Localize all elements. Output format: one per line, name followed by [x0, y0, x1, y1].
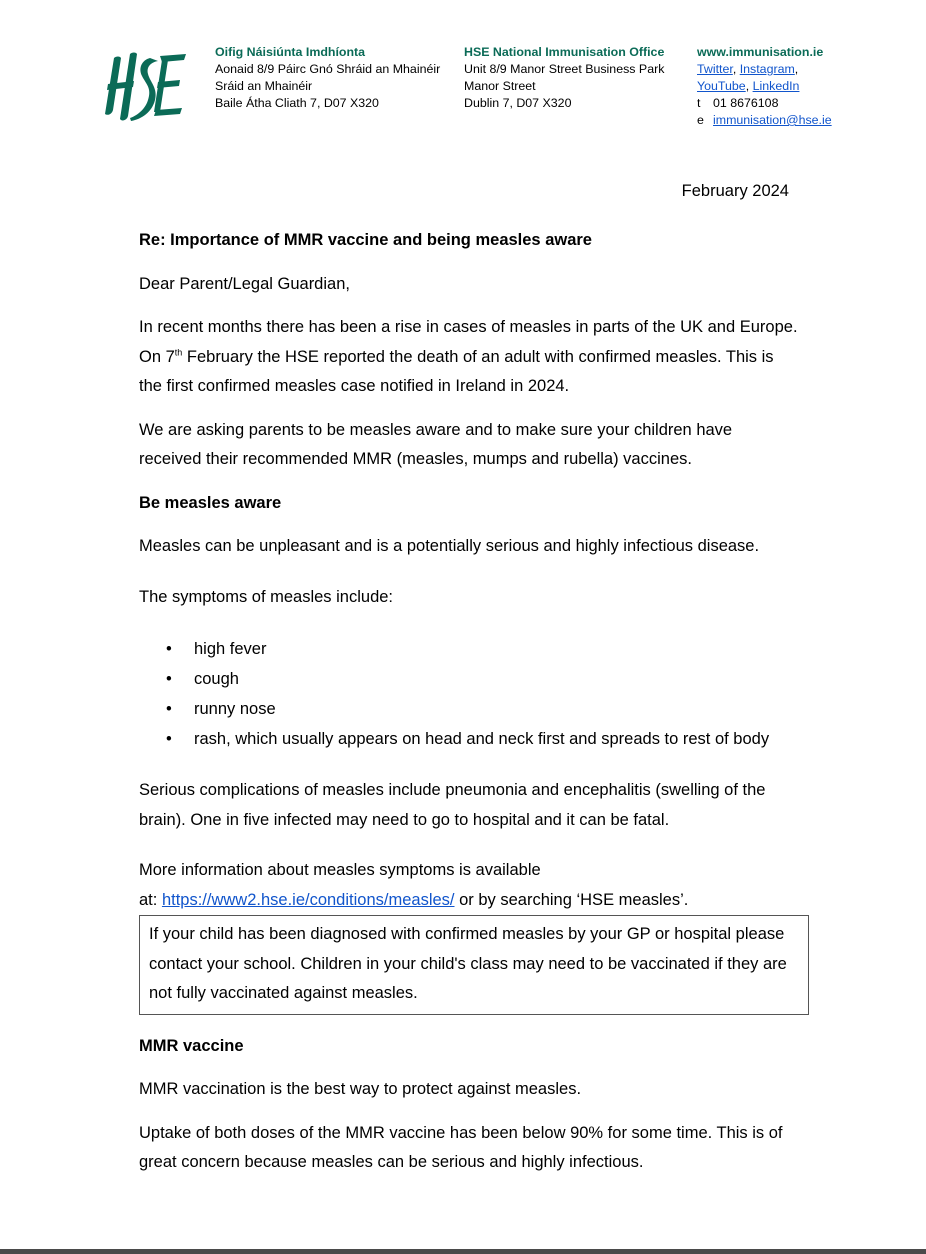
letter-date: February 2024 — [681, 182, 789, 200]
email-link[interactable]: immunisation@hse.ie — [713, 113, 832, 127]
paragraph-mmr-best: MMR vaccination is the best way to protect against measles. — [139, 1080, 582, 1098]
irish-address-line: Aonaid 8/9 Páirc Gnó Shráid an Mhainéir — [215, 62, 441, 76]
list-item: • high fever — [194, 634, 799, 664]
paragraph-measles-aware: We are asking parents to be measles aware and to make sure your children have received their recommended MMR (measles, mumps and rubella) vaccines. — [139, 420, 733, 468]
instagram-link[interactable]: Instagram — [739, 62, 795, 76]
irish-address-line: Baile Átha Cliath 7, D07 X320 — [215, 96, 379, 110]
email-label: e — [697, 113, 704, 127]
hse-logo — [100, 48, 190, 124]
salutation: Dear Parent/Legal Guardian, — [139, 274, 350, 293]
english-address-line: Dublin 7, D07 X320 — [464, 96, 572, 110]
contact-details: www.immunisation.ie Twitter, Instagram, YouTube, LinkedIn t 01 8676108 e immunisation@hse.ie — [697, 45, 832, 127]
twitter-link[interactable]: Twitter — [697, 62, 733, 76]
youtube-link[interactable]: YouTube — [697, 79, 746, 93]
irish-address-line: Sráid an Mhainéir — [215, 79, 313, 93]
irish-address — [215, 44, 440, 112]
paragraph-disease: Measles can be unpleasant and is a potentially serious and highly infectious disease. — [139, 537, 760, 555]
list-item: • rash, which usually appears on head and neck first and spreads to rest of body — [194, 724, 799, 754]
subject-line: Re: Importance of MMR vaccine and being measles aware — [139, 231, 592, 249]
paragraph-complications: Serious complications of measles include pneumonia and encephalitis (swelling of the brain). One in five infected may need to go to hospital and it can be fatal. — [139, 781, 766, 829]
paragraph-rise-in-cases: In recent months there has been a rise in cases of measles in parts of the UK and Europe. On 7th February the HSE reported the death of an adult with confirmed measles. This is the first confirmed measles case notified in Ireland in 2024. — [139, 318, 798, 395]
english-address-line: Manor Street — [464, 79, 536, 93]
page-bottom-edge — [0, 1249, 926, 1254]
english-address-line: Unit 8/9 Manor Street Business Park — [464, 62, 665, 76]
list-item: • cough — [194, 664, 799, 694]
paragraph-symptoms-intro: The symptoms of measles include: — [139, 587, 394, 606]
english-office-title: HSE National Immunisation Office — [464, 45, 665, 59]
heading-mmr-vaccine: MMR vaccine — [139, 1036, 244, 1055]
symptoms-list — [139, 634, 799, 754]
letter-body — [139, 226, 799, 1178]
measles-info-link[interactable]: https://www2.hse.ie/conditions/measles/ — [161, 890, 455, 909]
phone-number: 01 8676108 — [713, 96, 779, 110]
linkedin-link[interactable]: LinkedIn — [752, 79, 800, 93]
website-text: www.immunisation.ie — [697, 45, 824, 59]
paragraph-more-info: More information about measles symptoms is available at: https://www2.hse.ie/conditions/measles/ or by searching ‘HSE measles’. — [139, 861, 689, 909]
irish-office-title: Oifig Náisiúnta Imdhíonta — [215, 45, 366, 59]
diagnosis-notice-box: If your child has been diagnosed with confirmed measles by your GP or hospital please contact your school. Children in your child's class may need to be vaccinated if they are not fully vaccinated against measles. — [139, 915, 809, 1015]
heading-be-measles-aware: Be measles aware — [139, 493, 282, 512]
list-item: • runny nose — [194, 694, 799, 724]
paragraph-uptake: Uptake of both doses of the MMR vaccine has been below 90% for some time. This is of great concern because measles can be serious and highly infectious. — [139, 1123, 783, 1171]
phone-label: t — [697, 96, 701, 110]
english-address — [464, 44, 664, 112]
